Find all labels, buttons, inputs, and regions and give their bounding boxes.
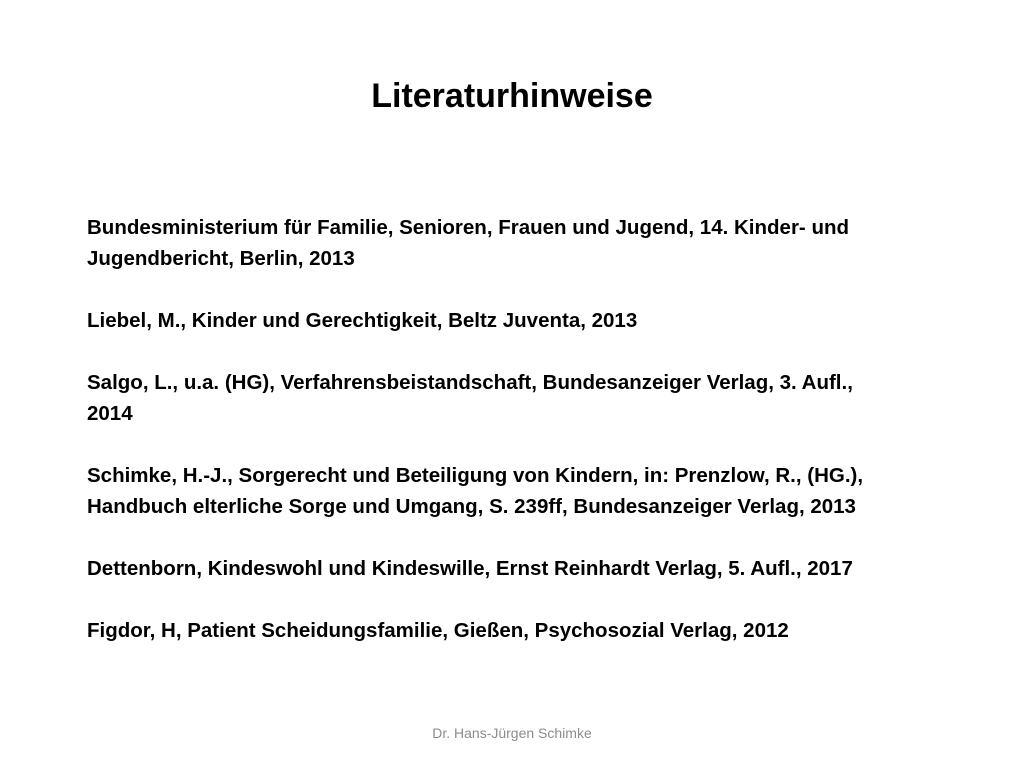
reference-line: Salgo, L., u.a. (HG), Verfahrensbeistandschaft, Bundesanzeiger Verlag, 3. Aufl., <box>87 371 853 394</box>
reference-line: 2014 <box>87 402 133 425</box>
reference-line: Jugendbericht, Berlin, 2013 <box>87 247 355 270</box>
reference-item <box>87 212 947 274</box>
slide-title: Literaturhinweise <box>371 77 653 115</box>
reference-item <box>87 460 947 522</box>
reference-item <box>87 553 947 584</box>
reference-line: Handbuch elterliche Sorge und Umgang, S. 239ff, Bundesanzeiger Verlag, 2013 <box>87 495 856 518</box>
reference-item <box>87 305 947 336</box>
reference-line: Liebel, M., Kinder und Gerechtigkeit, Beltz Juventa, 2013 <box>87 309 638 332</box>
reference-item <box>87 615 947 646</box>
reference-line: Figdor, H, Patient Scheidungsfamilie, Gießen, Psychosozial Verlag, 2012 <box>87 619 789 642</box>
reference-line: Bundesministerium für Familie, Senioren, Frauen und Jugend, 14. Kinder- und <box>87 216 850 239</box>
reference-line: Dettenborn, Kindeswohl und Kindeswille, Ernst Reinhardt Verlag, 5. Aufl., 2017 <box>87 557 853 580</box>
reference-list <box>87 212 947 646</box>
reference-item <box>87 367 947 429</box>
slide-footer: Dr. Hans-Jürgen Schimke <box>432 725 592 741</box>
reference-line: Schimke, H.-J., Sorgerecht und Beteiligung von Kindern, in: Prenzlow, R., (HG.), <box>87 464 864 487</box>
